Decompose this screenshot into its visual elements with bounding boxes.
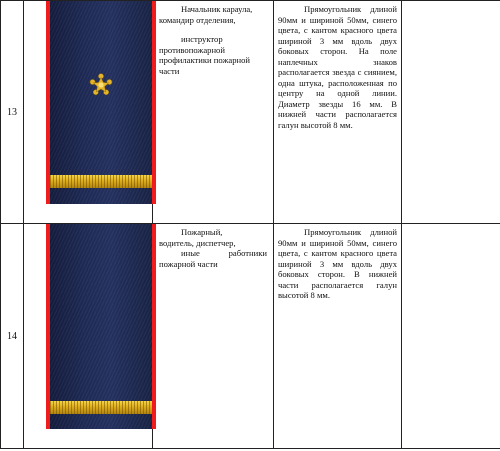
gold-braid	[50, 401, 152, 414]
rank-title: Начальник караула,	[181, 4, 253, 14]
description-cell	[274, 1, 402, 224]
empty-cell	[402, 1, 500, 224]
rank-title: части	[159, 65, 180, 76]
row-number: 14	[1, 224, 24, 449]
rank-title: профилактики пожарной	[159, 55, 251, 65]
strap-field	[50, 1, 152, 204]
row-number: 13	[1, 1, 24, 224]
strap-field	[50, 224, 152, 429]
rank-cell	[153, 1, 274, 224]
rank-title: водитель, диспетчер,	[159, 237, 236, 248]
rank-cell	[153, 224, 274, 449]
shoulder-strap	[46, 224, 156, 429]
empty-cell	[402, 224, 500, 449]
rank-title: иные работники	[181, 248, 267, 258]
rank-title: командир отделения,	[159, 14, 236, 25]
description-cell	[274, 224, 402, 449]
rank-title: пожарной части	[159, 258, 218, 269]
table-row	[1, 1, 500, 224]
rank-title: противопожарной	[159, 44, 225, 55]
table-row	[1, 224, 500, 449]
shoulder-mark-image	[24, 1, 153, 224]
rank-title: Пожарный,	[181, 227, 223, 237]
shoulder-strap	[46, 1, 156, 204]
description-text: Прямоугольник длиной 90мм и шириной 50мм, синего цвета, с кантом красного цвета шириной 3 мм вдоль двух боковых сторон. На поле наплечных знаков располагается звезда с сиянием, одна штука, расположенная по центру на одной линии. Диаметр звезды 16 мм. В нижней части располагается галун высотой 8 мм.	[278, 4, 397, 130]
shoulder-mark-image	[24, 224, 153, 449]
description-text: Прямоугольник длиной 90мм и шириной 50мм, синего цвета, с кантом красного цвета шириной 3 мм вдоль двух боковых сторон. В нижней части располагается галун высотой 8 мм.	[278, 227, 397, 300]
star-with-radiance-icon	[89, 73, 113, 97]
gold-braid	[50, 175, 152, 188]
rank-title: инструктор	[181, 34, 223, 44]
